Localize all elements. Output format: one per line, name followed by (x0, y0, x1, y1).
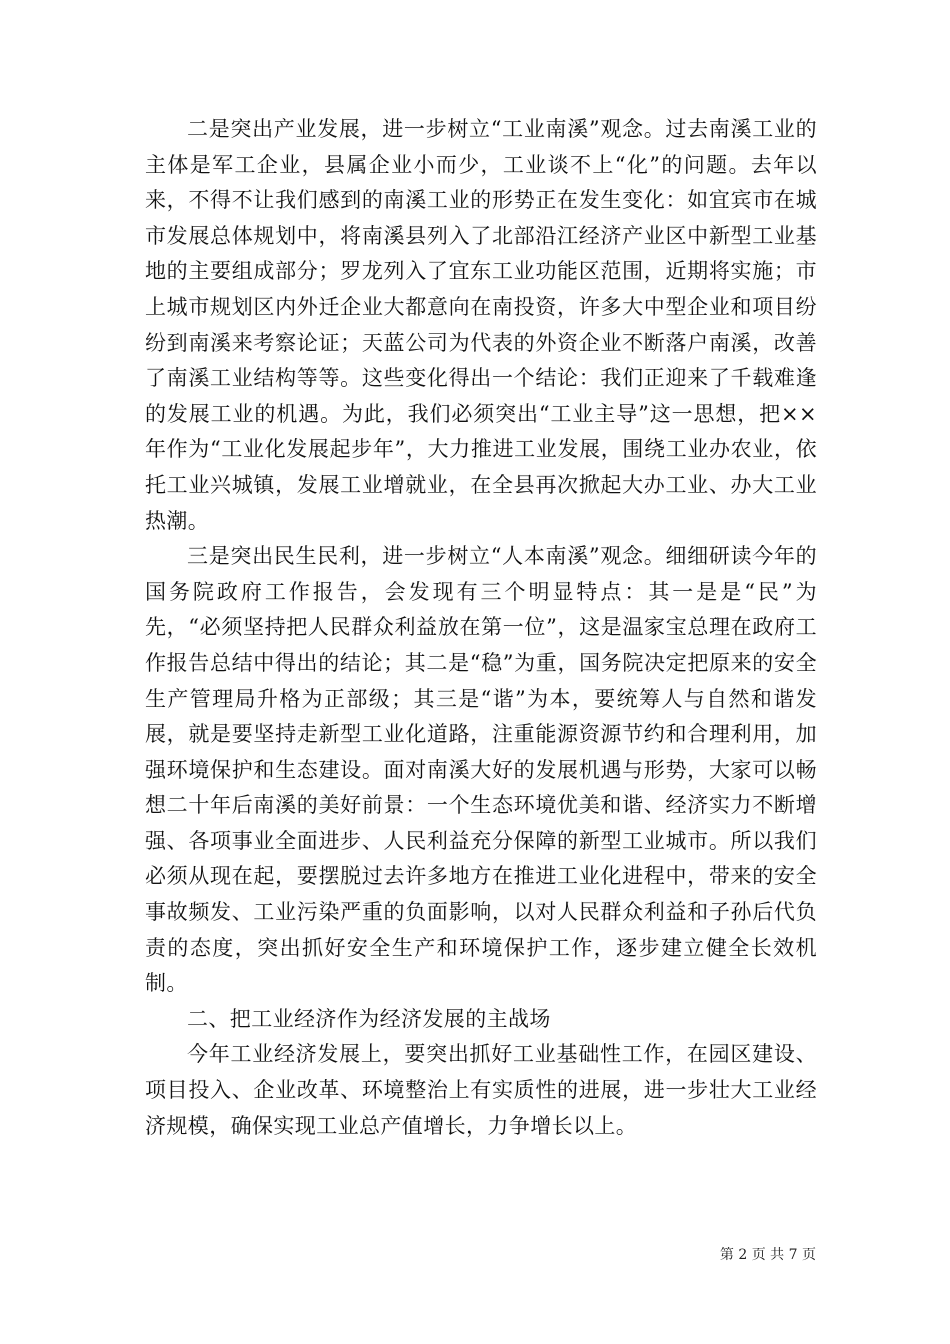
section-heading: 二、把工业经济作为经济发展的主战场 (187, 1006, 551, 1031)
page-number: 第 2 页 共 7 页 (719, 1247, 816, 1263)
paragraph-industrial-economy: 今年工业经济发展上，要突出抓好工业基础性工作，在园区建设、项目投入、企业改革、环境整治上有实质性的进展，进一步壮大工业经济规模，确保实现工业总产值增长，力争增长以上。 (145, 1042, 817, 1138)
paragraph-industrial-development: 二是突出产业发展，进一步树立“工业南溪”观念。过去南溪工业的主体是军工企业，县属企业小而少，工业谈不上“化”的问题。去年以来，不得不让我们感到的南溪工业的形势正在发生变化：如宜宾市在城市发展总体规划中，将南溪县列入了北部沿江经济产业区中新型工业基地的主要组成部分；罗龙列入了宜东工业功能区范围，近期将实施；市上城市规划区内外迁企业大都意向在南投资，许多大中型企业和项目纷纷到南溪来考察论证；天蓝公司为代表的外资企业不断落户南溪，改善了南溪工业结构等等。这些变化得出一个结论：我们正迎来了千载难逢的发展工业的机遇。为此，我们必须突出“工业主导”这一思想，把××年作为“工业化发展起步年”，大力推进工业发展，围绕工业办农业，依托工业兴城镇，发展工业增就业，在全县再次掀起大办工业、办大工业热潮。 (145, 117, 817, 533)
paragraph-people-livelihood: 三是突出民生民利，进一步树立“人本南溪”观念。细细研读今年的国务院政府工作报告，会发现有三个明显特点：其一是是“民”为先，“必须坚持把人民群众利益放在第一位”，这是温家宝总理在政府工作报告总结中得出的结论；其二是“稳”为重，国务院决定把原来的安全生产管理局升格为正部级；其三是“谐”为本，要统筹人与自然和谐发展，就是要坚持走新型工业化道路，注重能源资源节约和合理利用，加强环境保护和生态建设。面对南溪大好的发展机遇与形势，大家可以畅想二十年后南溪的美好前景：一个生态环境优美和谐、经济实力不断增强、各项事业全面进步、人民利益充分保障的新型工业城市。所以我们必须从现在起，要摆脱过去许多地方在推进工业化进程中，带来的安全事故频发、工业污染严重的负面影响，以对人民群众利益和子孙后代负责的态度，突出抓好安全生产和环境保护工作，逐步建立健全长效机制。 (145, 544, 817, 996)
document-body (145, 112, 817, 1144)
